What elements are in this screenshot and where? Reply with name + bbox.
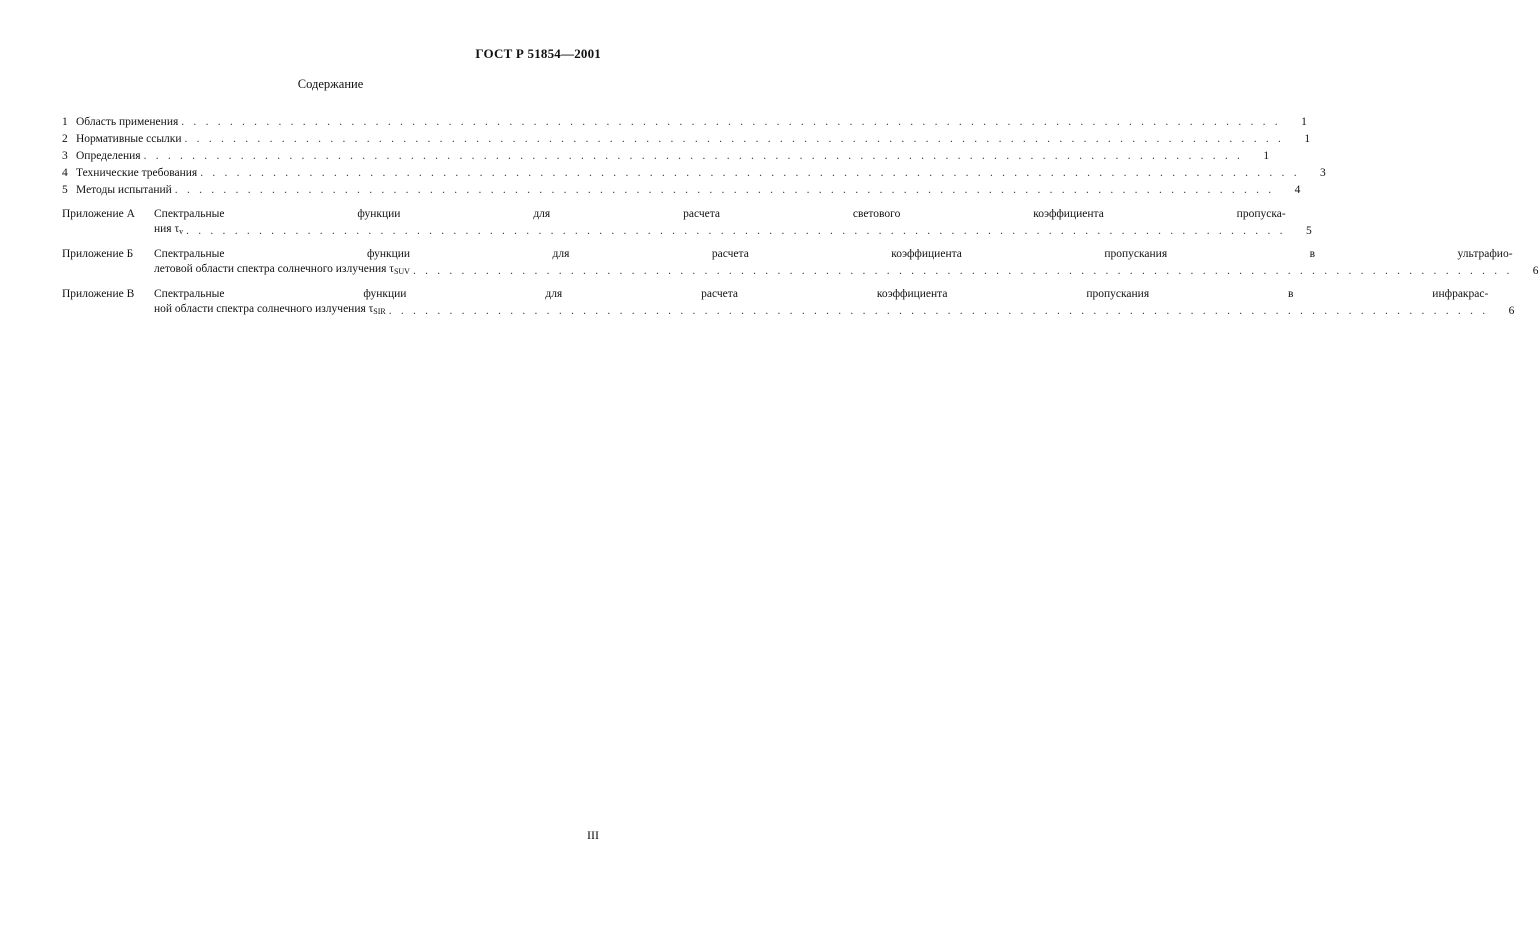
toc-entry-page: 1 [1263,150,1270,162]
toc-entry-title: Область применения [76,116,179,128]
dot-leader [389,303,1489,320]
toc-appendix-entry[interactable] [62,246,1539,280]
toc-entry-number: 5 [62,184,68,196]
toc-title: Содержание [297,77,364,91]
toc-entry-title: Определения [76,150,141,162]
symbol-subscript: SUV [393,267,410,276]
appendix-label: Приложение Б [62,248,134,260]
dot-leader [186,223,1286,240]
appendix-title-text: ной области спектра солнечного излучения τ [154,303,374,315]
toc-entry[interactable] [62,165,1326,182]
toc-entry-page: 1 [1301,116,1307,128]
toc-entry-page: 6 [1508,305,1515,317]
toc-entry[interactable] [62,182,1301,199]
dot-leader [181,114,1281,131]
dot-leader [185,131,1285,148]
toc-entry[interactable] [62,148,1270,165]
table-of-contents [62,114,1539,320]
appendix-title-line1: Спектральные функции для расчета светового коэффициента пропуска- [154,208,1286,220]
toc-entry-page: 4 [1294,184,1301,196]
toc-entry-page: 6 [1532,265,1539,277]
appendix-title-line1: Спектральные функции для расчета коэффициента пропускания в инфракрас- [154,288,1489,300]
toc-entry-number: 4 [62,167,68,179]
symbol-subscript: v [179,227,184,236]
page-number: III [587,828,599,842]
toc-entry-number: 3 [62,150,68,162]
document-code: ГОСТ Р 51854—2001 [475,46,601,61]
appendix-title-line2 [154,303,1514,320]
appendix-title-continuation [154,301,386,320]
appendix-title-text: летовой области спектра солнечного излучения τ [154,263,394,275]
toc-entry-title: Нормативные ссылки [76,133,182,145]
appendix-title-text: ния τ [154,223,180,235]
dot-leader [200,165,1300,182]
appendix-label: Приложение В [62,288,135,300]
symbol-subscript: SIR [373,307,386,316]
dot-leader [175,182,1275,199]
appendix-body [154,246,1539,280]
appendix-title-line2 [154,223,1312,240]
toc-entry-number: 1 [62,116,68,128]
appendix-body [154,286,1514,320]
dot-leader [413,263,1513,280]
toc-entry-page: 5 [1305,225,1312,237]
toc-entry-page: 1 [1304,133,1311,145]
toc-entry-title: Методы испытаний [76,184,172,196]
toc-appendix-entry[interactable] [62,286,1515,320]
appendix-body [154,206,1312,240]
toc-entry-title: Технические требования [76,167,198,179]
appendix-title-continuation [154,261,410,280]
appendix-title-line2 [154,263,1539,280]
appendix-title-continuation [154,221,183,240]
appendix-label: Приложение А [62,208,135,220]
toc-entry[interactable] [62,131,1311,148]
toc-entry-page: 3 [1320,167,1326,179]
toc-appendix-entry[interactable] [62,206,1312,240]
toc-entry-number: 2 [62,133,68,145]
dot-leader [144,148,1244,165]
appendix-title-line1: Спектральные функции для расчета коэффициента пропускания в ультрафио- [154,248,1513,260]
toc-entry[interactable] [62,114,1307,131]
